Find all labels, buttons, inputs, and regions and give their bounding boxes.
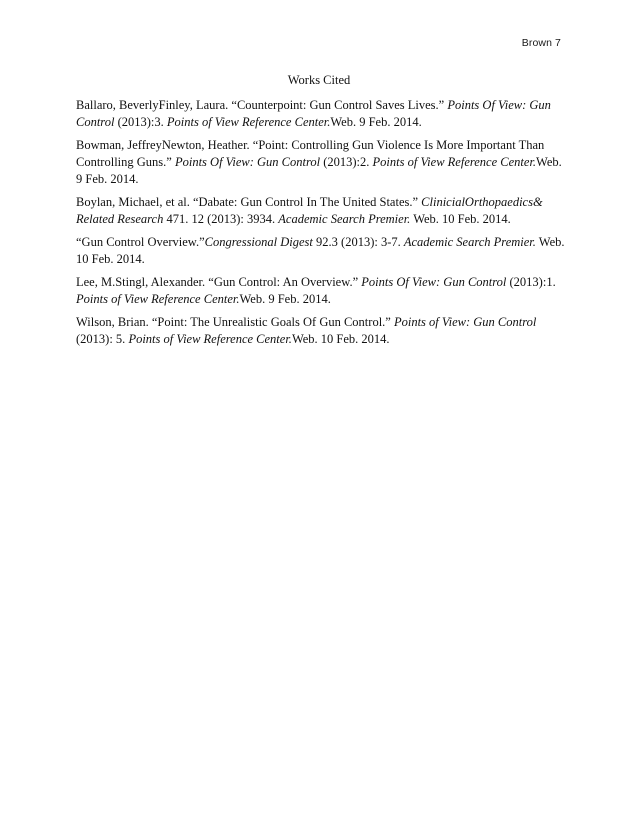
citation-text: Web. 9 Feb. 2014. <box>330 115 422 129</box>
page-header: Brown 7 <box>521 37 561 49</box>
citation-italic-text: Points of View Reference Center. <box>372 155 537 169</box>
citation-entry <box>76 234 566 268</box>
citation-text: “Gun Control Overview.” <box>76 235 205 249</box>
citation-text: Wilson, Brian. “Point: The Unrealistic Goals Of Gun Control.” <box>76 315 394 329</box>
citation-text: Lee, M.Stingl, Alexander. “Gun Control: An Overview.” <box>76 275 362 289</box>
citation-italic-text: Points Of View: Gun Control <box>361 275 507 289</box>
works-cited-list <box>76 97 566 354</box>
citation-text: Web. 9 Feb. 2014. <box>76 155 562 186</box>
citation-entry <box>76 274 566 308</box>
citation-text: Web. 9 Feb. 2014. <box>239 292 331 306</box>
citation-text: Web. 10 Feb. 2014. <box>291 332 390 346</box>
citation-text: (2013):1. <box>506 275 556 289</box>
citation-text: Web. 10 Feb. 2014. <box>410 212 511 226</box>
citation-text: Web. 10 Feb. 2014. <box>76 235 565 266</box>
citation-entry <box>76 97 566 131</box>
citation-text: (2013): 5. <box>76 332 129 346</box>
citation-entry <box>76 194 566 228</box>
citation-italic-text: Academic Search Premier. <box>403 235 536 249</box>
citation-italic-text: Congressional Digest <box>204 235 313 249</box>
citation-text: (2013):3. <box>114 115 167 129</box>
page-title: Works Cited <box>287 73 351 87</box>
citation-text: (2013):2. <box>320 155 373 169</box>
citation-text: 471. 12 (2013): 3934. <box>163 212 279 226</box>
citation-text: Boylan, Michael, et al. “Dabate: Gun Control In The United States.” <box>76 195 422 209</box>
citation-text: Ballaro, BeverlyFinley, Laura. “Counterpoint: Gun Control Saves Lives.” <box>76 98 448 112</box>
citation-italic-text: Points of View Reference Center. <box>76 292 240 306</box>
citation-italic-text: Points of View Reference Center. <box>166 115 331 129</box>
citation-text: 92.3 (2013): 3-7. <box>312 235 404 249</box>
citation-entry <box>76 137 566 188</box>
citation-italic-text: Points of View: Gun Control <box>393 315 537 329</box>
citation-italic-text: ClinicialOrthopaedics& Related Research <box>76 195 543 226</box>
citation-entry <box>76 314 566 348</box>
citation-italic-text: Points Of View: Gun Control <box>76 98 551 129</box>
citation-italic-text: Points of View Reference Center. <box>128 332 292 346</box>
citation-text: Bowman, JeffreyNewton, Heather. “Point: Controlling Gun Violence Is More Important Than Controlling Guns.” <box>76 138 545 169</box>
citation-italic-text: Academic Search Premier. <box>278 212 411 226</box>
citation-italic-text: Points Of View: Gun Control <box>174 155 321 169</box>
